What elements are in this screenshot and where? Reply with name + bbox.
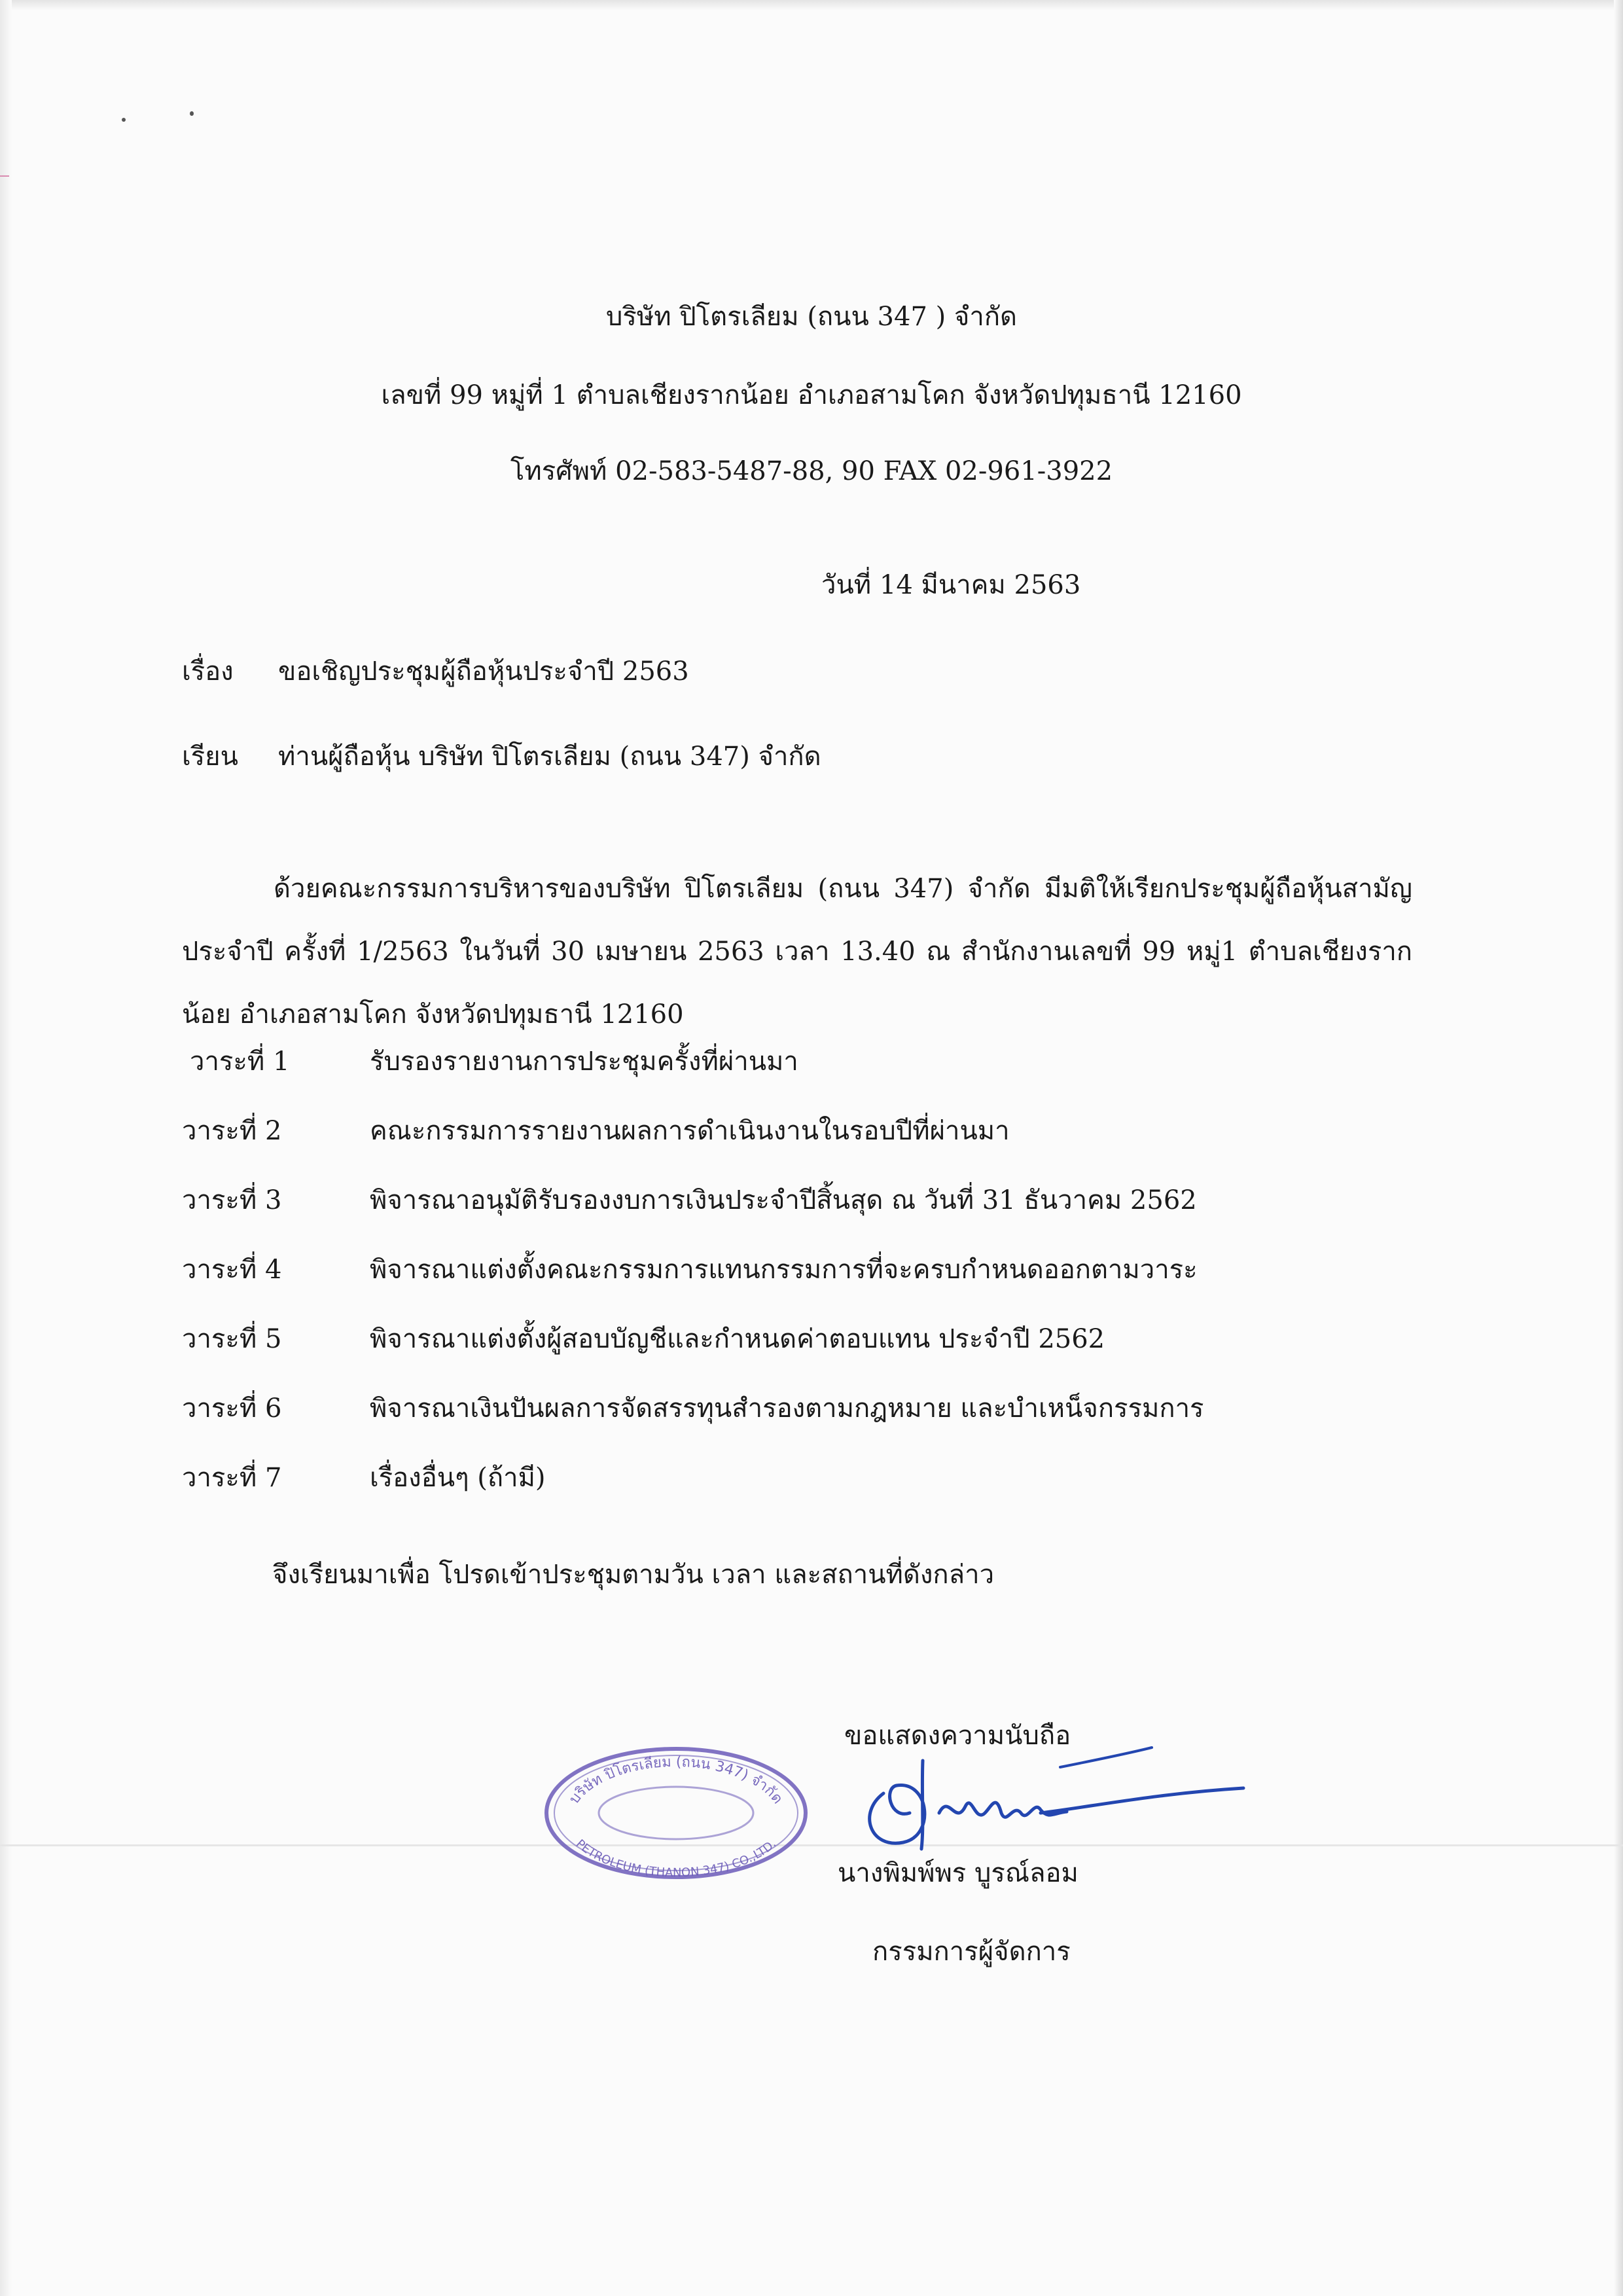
scan-edge-right bbox=[1614, 0, 1623, 2296]
body-paragraph: ด้วยคณะกรรมการบริหารของบริษัท ปิโตรเลียม (ถนน 347) จำกัด มีมติให้เรียกประชุมผู้ถือหุ้นสามัญประจำปี ครั้งที่ 1/2563 ในวันที่ 30 เมษายน 2563 เวลา 13.40 ณ สำนักงานเลขที่ 99 หมู่1 ตำบลเชียงรากน้อย อำเภอสามโคก จังหวัดปทุมธานี 12160 bbox=[182, 874, 1412, 1030]
agenda-number: วาระที่ 5 bbox=[182, 1324, 282, 1354]
agenda-item: พิจารณาเงินปันผลการจัดสรรทุนสำรองตามกฎหมาย และบำเหน็จกรรมการ bbox=[370, 1393, 1204, 1424]
svg-text:PETROLEUM (THANON 347) CO.,LTD: PETROLEUM (THANON 347) CO.,LTD. bbox=[573, 1837, 779, 1880]
company-address: เลขที่ 99 หมู่ที่ 1 ตำบลเชียงรากน้อย อำเภอสามโคก จังหวัดปทุมธานี 12160 bbox=[381, 380, 1242, 410]
subject-text: ขอเชิญประชุมผู้ถือหุ้นประจำปี 2563 bbox=[278, 656, 689, 687]
agenda-number: วาระที่ 2 bbox=[182, 1116, 282, 1146]
letter-date: วันที่ 14 มีนาคม 2563 bbox=[821, 570, 1081, 600]
signature-regards: ขอแสดงความนับถือ bbox=[844, 1721, 1071, 1751]
closing-sentence: จึงเรียนมาเพื่อ โปรดเข้าประชุมตามวัน เวลา และสถานที่ดังกล่าว bbox=[272, 1560, 995, 1590]
scan-artifact-mark bbox=[0, 175, 9, 177]
company-stamp bbox=[542, 1744, 810, 1882]
agenda-number: วาระที่ 6 bbox=[182, 1393, 282, 1424]
agenda-item: พิจารณาอนุมัติรับรองงบการเงินประจำปีสิ้นสุด ณ วันที่ 31 ธันวาคม 2562 bbox=[370, 1185, 1197, 1215]
subject-label: เรื่อง bbox=[182, 656, 234, 687]
recipient-text: ท่านผู้ถือหุ้น บริษัท ปิโตรเลียม (ถนน 347) จำกัด bbox=[278, 742, 821, 772]
svg-text:บริษัท ปิโตรเลียม (ถนน 347) จำ: บริษัท ปิโตรเลียม (ถนน 347) จำกัด bbox=[566, 1753, 786, 1807]
agenda-item: พิจารณาแต่งตั้งคณะกรรมการแทนกรรมการที่จะครบกำหนดออกตามวาระ bbox=[370, 1255, 1198, 1285]
agenda-item: รับรองรายงานการประชุมครั้งที่ผ่านมา bbox=[370, 1047, 798, 1077]
agenda-item: พิจารณาแต่งตั้งผู้สอบบัญชีและกำหนดค่าตอบแทน ประจำปี 2562 bbox=[370, 1324, 1105, 1354]
agenda-number: วาระที่ 3 bbox=[182, 1185, 282, 1215]
company-name: บริษัท ปิโตรเลียม (ถนน 347 ) จำกัด bbox=[605, 302, 1018, 332]
handwritten-signature bbox=[844, 1715, 1250, 1865]
agenda-number: วาระที่ 7 bbox=[182, 1463, 282, 1493]
scan-edge-left bbox=[0, 0, 12, 2296]
scan-edge-top bbox=[0, 0, 1623, 10]
signatory-name: นางพิมพ์พร บูรณ์ลอม bbox=[838, 1858, 1079, 1888]
agenda-number: วาระที่ 1 bbox=[190, 1047, 290, 1077]
company-contact: โทรศัพท์ 02-583-5487-88, 90 FAX 02-961-3922 bbox=[510, 456, 1113, 486]
recipient-label: เรียน bbox=[182, 742, 238, 772]
agenda-item: คณะกรรมการรายงานผลการดำเนินงานในรอบปีที่ผ่านมา bbox=[370, 1116, 1010, 1146]
scan-speck bbox=[122, 118, 126, 122]
agenda-number: วาระที่ 4 bbox=[182, 1255, 282, 1285]
agenda-item: เรื่องอื่นๆ (ถ้ามี) bbox=[370, 1463, 546, 1493]
scan-artifact-line bbox=[0, 1844, 1623, 1846]
signatory-title: กรรมการผู้จัดการ bbox=[872, 1937, 1071, 1967]
scan-speck bbox=[190, 111, 194, 116]
